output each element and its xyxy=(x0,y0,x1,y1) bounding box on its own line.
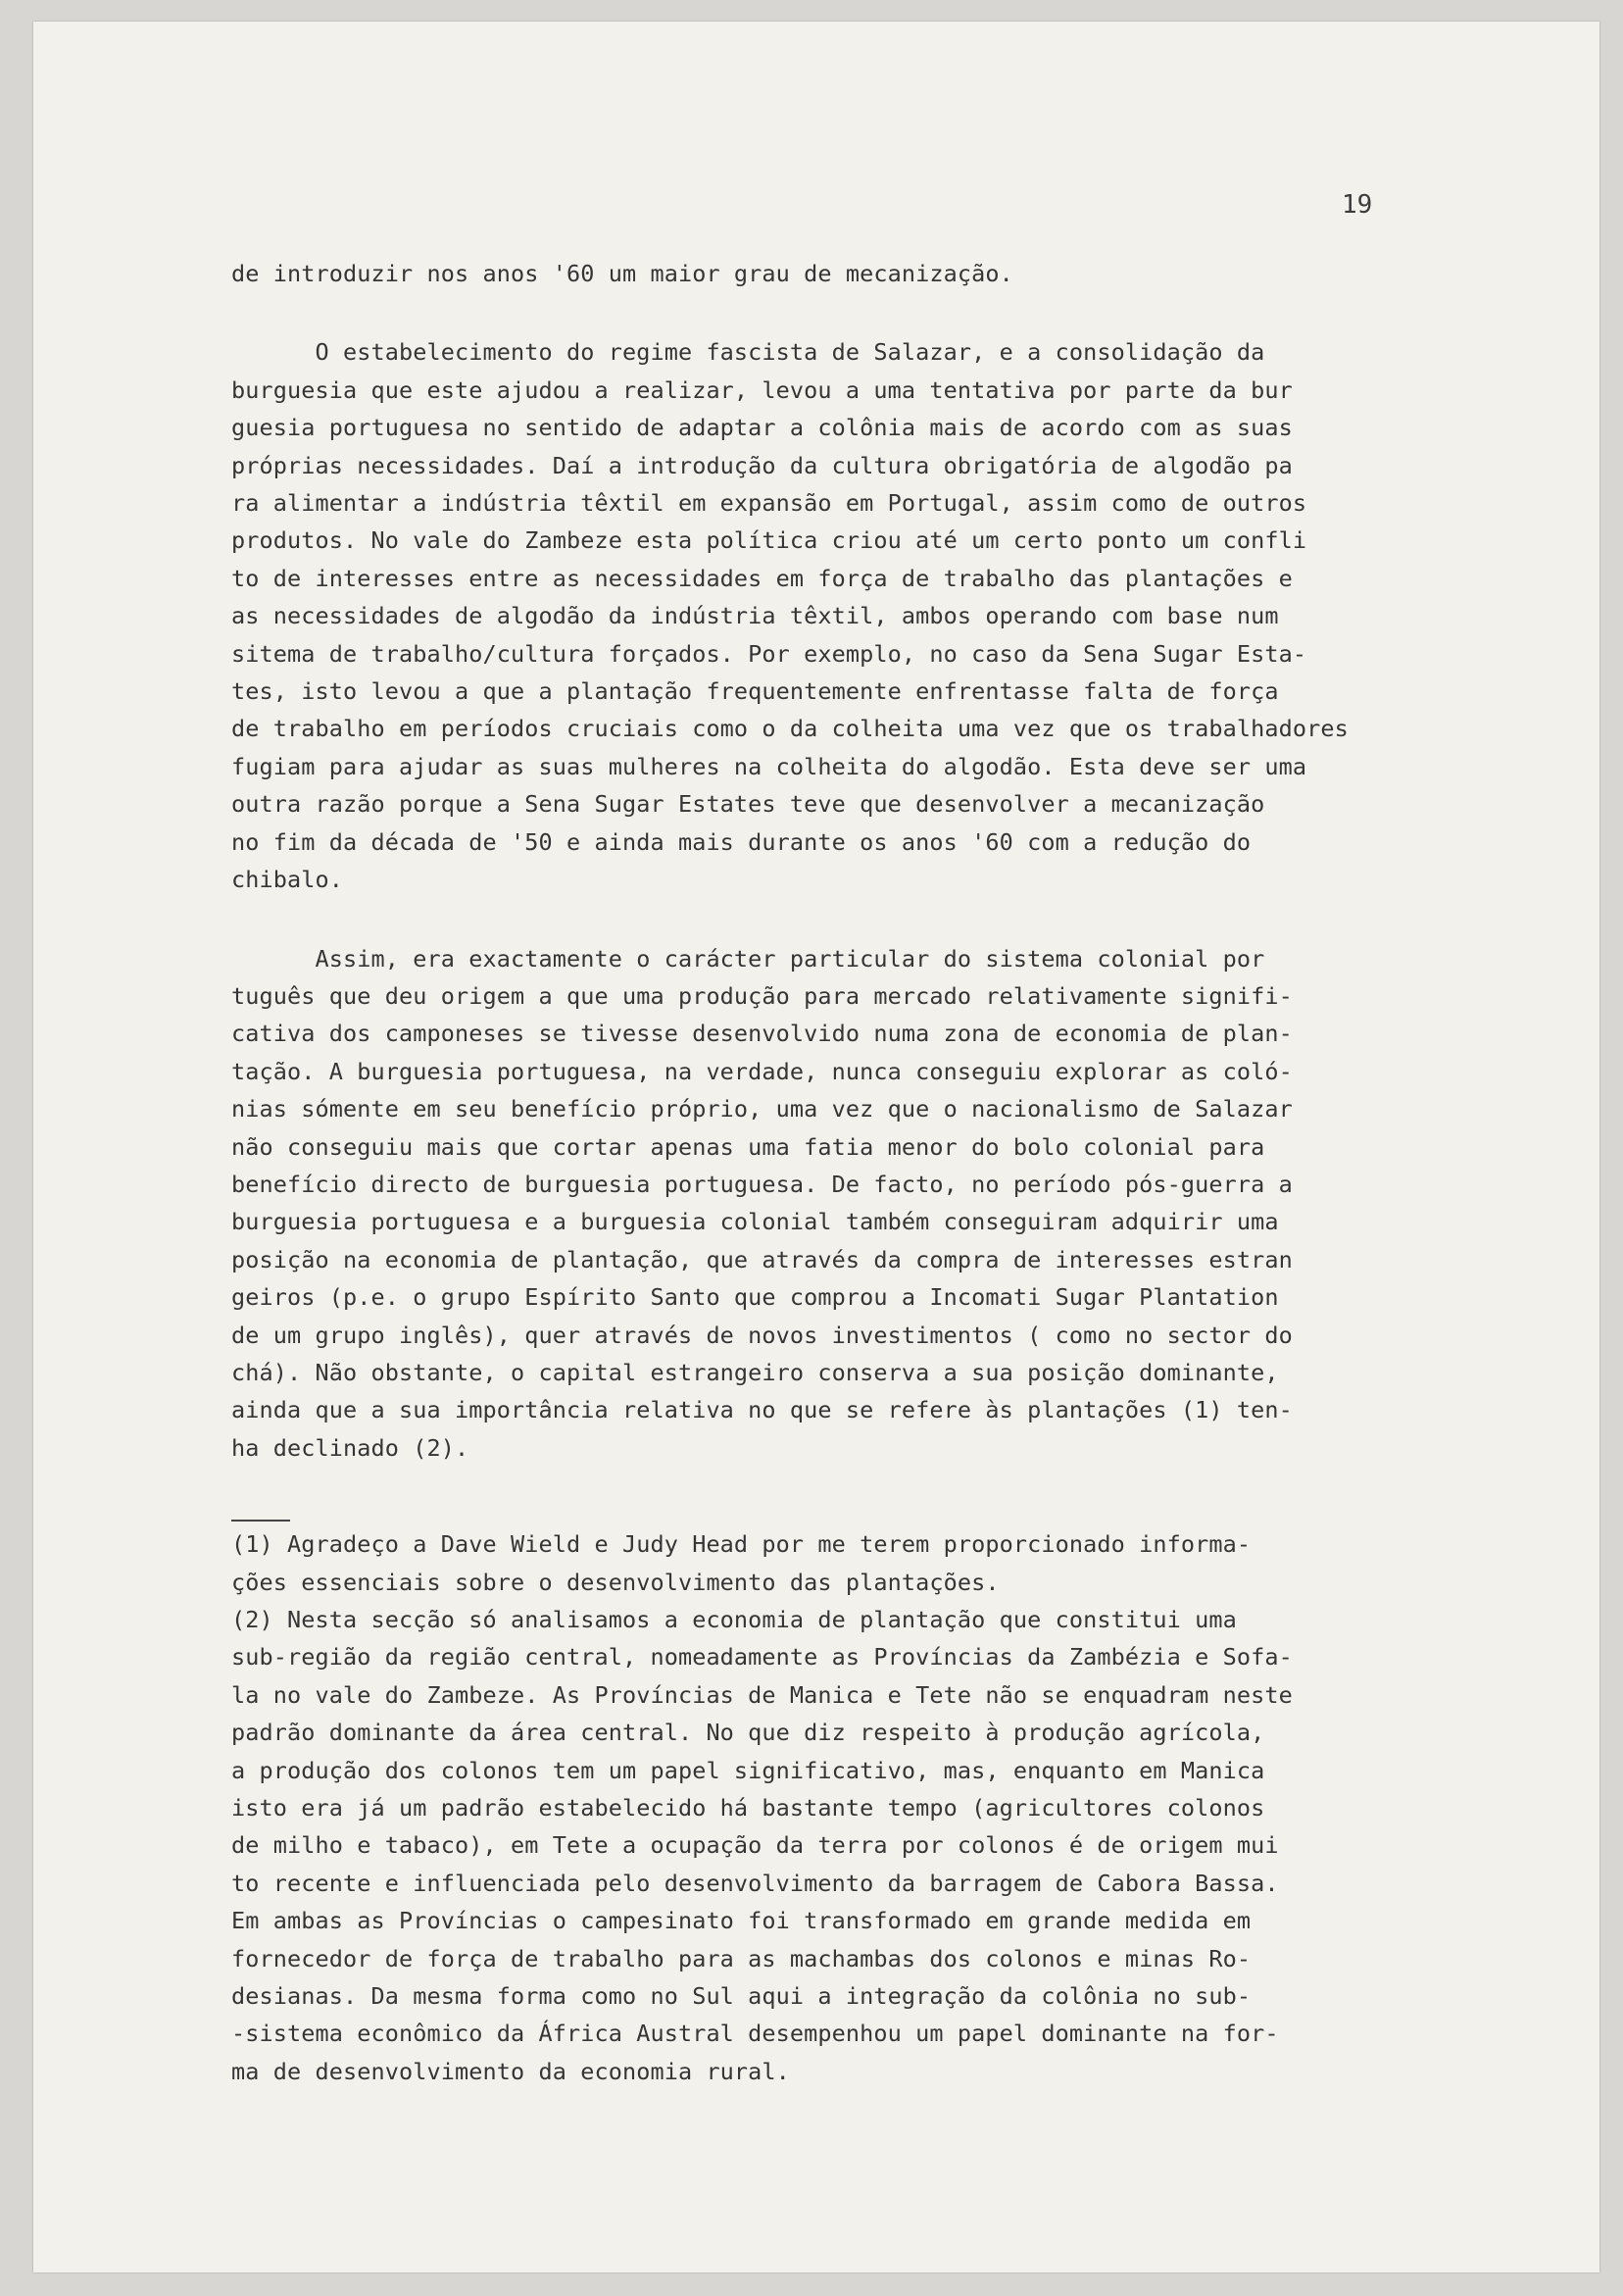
text-line: to de interesses entre as necessidades em força de trabalho das plantações e xyxy=(231,564,1293,592)
text-line: chibalo. xyxy=(231,866,343,894)
page-number: 19 xyxy=(1342,190,1373,220)
paragraph-gap xyxy=(231,899,1494,940)
text-line: benefício directo de burguesia portuguesa. De facto, no período pós-guerra a xyxy=(231,1170,1293,1198)
text-line: de um grupo inglês), quer através de novos investimentos ( como no sector do xyxy=(231,1321,1293,1349)
text-line: tuguês que deu origem a que uma produção para mercado relativamente signifi- xyxy=(231,981,1293,1010)
paragraph xyxy=(231,255,1494,292)
footnote-line: ções essenciais sobre o desenvolvimento das plantações. xyxy=(231,1568,1000,1596)
text-line: cativa dos camponeses se tivesse desenvolvido numa zona de economia de plan- xyxy=(231,1020,1293,1048)
footnotes xyxy=(231,1520,1494,2090)
text-line: não conseguiu mais que cortar apenas uma fatia menor do bolo colonial para xyxy=(231,1132,1265,1161)
footnote-line: (1) Agradeço a Dave Wield e Judy Head por me terem proporcionado informa- xyxy=(231,1530,1252,1559)
text-line: tação. A burguesia portuguesa, na verdade, nunca conseguiu explorar as coló- xyxy=(231,1057,1293,1085)
text-line: guesia portuguesa no sentido de adaptar a colônia mais de acordo com as suas xyxy=(231,414,1293,442)
footnote-line: (2) Nesta secção só analisamos a economia de plantação que constitui uma xyxy=(231,1606,1237,1633)
text-line: geiros (p.e. o grupo Espírito Santo que comprou a Incomati Sugar Plantation xyxy=(231,1283,1279,1312)
footnote-line: la no vale do Zambeze. As Províncias de Manica e Tete não se enquadram neste xyxy=(231,1680,1293,1709)
paragraph-gap xyxy=(231,292,1494,333)
text-line: burguesia que este ajudou a realizar, levou a uma tentativa por parte da bur xyxy=(231,375,1293,404)
text-line: no fim da década de '50 e ainda mais durante os anos '60 com a redução do xyxy=(231,827,1252,856)
text-line: nias sómente em seu benefício próprio, uma vez que o nacionalismo de Salazar xyxy=(231,1095,1293,1123)
text-line: posição na economia de plantação, que através da compra de interesses estran xyxy=(231,1245,1293,1273)
paragraph xyxy=(231,940,1494,1468)
text-line: de trabalho em períodos cruciais como o da colheita uma vez que os trabalhadores xyxy=(231,715,1349,743)
footnote-line: ma de desenvolvimento da economia rural. xyxy=(231,2057,790,2085)
footnote-line: Em ambas as Províncias o campesinato foi transformado em grande medida em xyxy=(231,1907,1252,1935)
text-line: ha declinado (2). xyxy=(231,1433,469,1462)
text-line: fugiam para ajudar as suas mulheres na colheita do algodão. Esta deve ser uma xyxy=(231,752,1307,780)
text-line: O estabelecimento do regime fascista de Salazar, e a consolidação da xyxy=(231,338,1265,367)
text-line: tes, isto levou a que a plantação frequentemente enfrentasse falta de força xyxy=(231,677,1279,706)
footnote-gap xyxy=(231,1467,1494,1520)
text-line: ra alimentar a indústria têxtil em expansão em Portugal, assim como de outros xyxy=(231,489,1307,518)
text-line: ainda que a sua importância relativa no que se refere às plantações (1) ten- xyxy=(231,1396,1293,1424)
footnote-line: padrão dominante da área central. No que diz respeito à produção agrícola, xyxy=(231,1719,1265,1747)
footnote-line: a produção dos colonos tem um papel significativo, mas, enquanto em Manica xyxy=(231,1756,1265,1784)
text-line: outra razão porque a Sena Sugar Estates teve que desenvolver a mecanização xyxy=(231,790,1265,819)
text-line: Assim, era exactamente o carácter particular do sistema colonial por xyxy=(231,944,1265,973)
text-line: burguesia portuguesa e a burguesia colonial também conseguiram adquirir uma xyxy=(231,1208,1279,1236)
document-page xyxy=(33,22,1599,2272)
footnote-line: sub-região da região central, nomeadamente as Províncias da Zambézia e Sofa- xyxy=(231,1643,1293,1672)
text-line: produtos. No vale do Zambeze esta política criou até um certo ponto um confli xyxy=(231,526,1307,555)
footnote-line: desianas. Da mesma forma como no Sul aqui a integração da colônia no sub- xyxy=(231,1982,1252,2011)
footnote-line: -sistema econômico da África Austral desempenhou um papel dominante na for- xyxy=(231,2020,1279,2048)
body-text xyxy=(231,255,1494,2090)
text-line: próprias necessidades. Daí a introdução da cultura obrigatória de algodão pa xyxy=(231,451,1293,479)
footnote-line: fornecedor de força de trabalho para as machambas dos colonos e minas Ro- xyxy=(231,1944,1252,1972)
footnote-line: de milho e tabaco), em Tete a ocupação da terra por colonos é de origem mui xyxy=(231,1831,1279,1860)
footnote-line: to recente e influenciada pelo desenvolvimento da barragem de Cabora Bassa. xyxy=(231,1869,1279,1897)
text-line: as necessidades de algodão da indústria têxtil, ambos operando com base num xyxy=(231,602,1279,630)
text-line: sitema de trabalho/cultura forçados. Por exemplo, no caso da Sena Sugar Esta- xyxy=(231,639,1307,668)
footnote-rule xyxy=(231,1520,290,1522)
footnote-line: isto era já um padrão estabelecido há bastante tempo (agricultores colonos xyxy=(231,1794,1265,1822)
text-line: de introduzir nos anos '60 um maior grau de mecanização. xyxy=(231,260,1013,287)
paragraph xyxy=(231,333,1494,898)
text-line: chá). Não obstante, o capital estrangeiro conserva a sua posição dominante, xyxy=(231,1358,1279,1386)
